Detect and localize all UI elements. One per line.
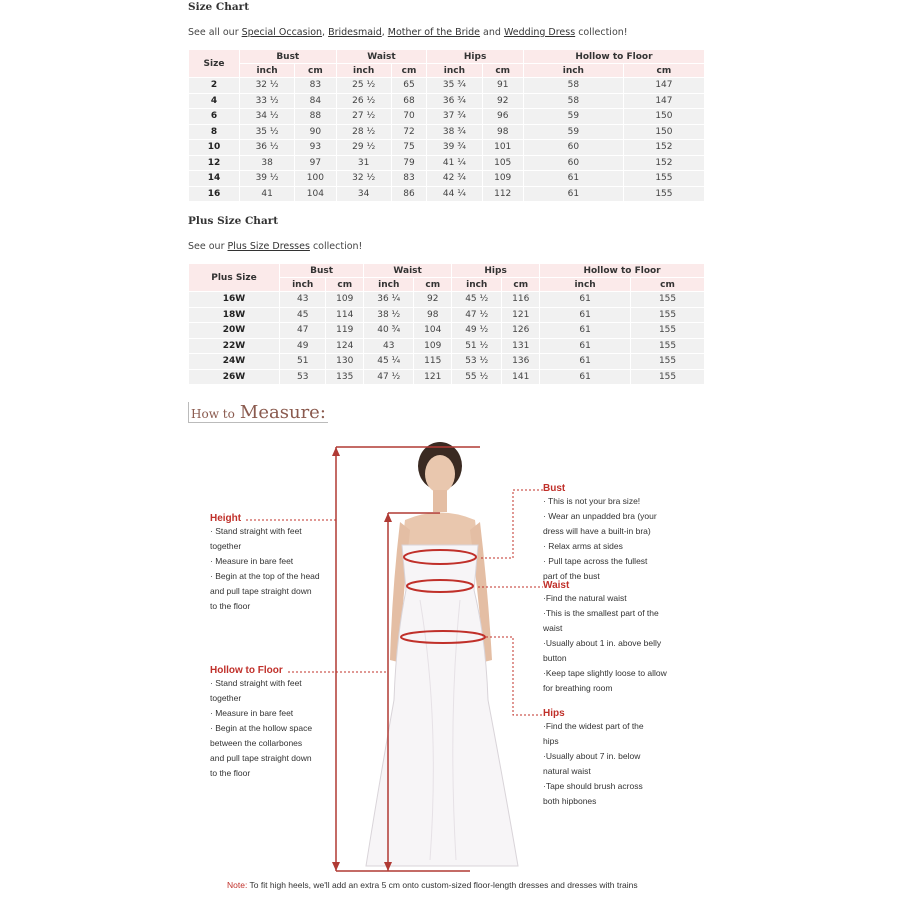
size-chart-title: Size Chart <box>188 1 250 13</box>
hips-instruction-item: ·Find the widest part of the <box>543 721 644 731</box>
value-cell: 121 <box>414 370 451 385</box>
value-cell: 41 ¼ <box>427 156 481 171</box>
height-instruction-item: to the floor <box>210 601 251 611</box>
value-cell: 61 <box>540 354 630 369</box>
value-cell: 27 ½ <box>337 109 391 124</box>
value-cell: 68 <box>392 94 427 109</box>
value-cell: 47 <box>280 323 325 338</box>
value-cell: 44 ¼ <box>427 187 481 202</box>
value-cell: 25 ½ <box>337 78 391 93</box>
hips-instruction-item: hips <box>543 736 559 746</box>
value-cell: 34 <box>337 187 391 202</box>
value-cell: 42 ¾ <box>427 171 481 186</box>
value-cell: 126 <box>502 323 539 338</box>
model-figure-illustration <box>366 442 518 866</box>
size-cell: 16 <box>189 187 239 202</box>
value-cell: 109 <box>414 339 451 354</box>
hips-instruction-item: both hipbones <box>543 796 597 806</box>
value-cell: 131 <box>502 339 539 354</box>
value-cell: 141 <box>502 370 539 385</box>
value-cell: 60 <box>524 156 623 171</box>
header-cm: cm <box>295 64 335 77</box>
value-cell: 51 ½ <box>452 339 501 354</box>
value-cell: 109 <box>483 171 523 186</box>
header-cm: cm <box>624 64 704 77</box>
link-special-occasion[interactable]: Special Occasion <box>241 27 323 38</box>
value-cell: 58 <box>524 94 623 109</box>
value-cell: 86 <box>392 187 427 202</box>
value-cell: 109 <box>326 292 363 307</box>
plus-chart-title: Plus Size Chart <box>188 215 279 227</box>
bust-instruction-item: · This is not your bra size! <box>543 496 641 506</box>
header-inch: inch <box>452 278 501 291</box>
value-cell: 136 <box>502 354 539 369</box>
value-cell: 45 <box>280 308 325 323</box>
value-cell: 28 ½ <box>337 125 391 140</box>
value-cell: 150 <box>624 109 704 124</box>
value-cell: 38 <box>240 156 294 171</box>
value-cell: 40 ¾ <box>364 323 413 338</box>
hollow-instruction-item: · Measure in bare feet <box>210 708 294 718</box>
value-cell: 101 <box>483 140 523 155</box>
value-cell: 88 <box>295 109 335 124</box>
header-hollow-to-floor: Hollow to Floor <box>524 50 704 63</box>
header-bust: Bust <box>280 264 363 277</box>
note-text: Note: To fit high heels, we'll add an extra 5 cm onto custom-sized floor-length dresses and dresses with trains <box>227 880 638 890</box>
value-cell: 130 <box>326 354 363 369</box>
link-wedding-dress[interactable]: Wedding Dress <box>503 27 576 38</box>
value-cell: 116 <box>502 292 539 307</box>
header-plus-size: Plus Size <box>189 264 279 291</box>
link-bridesmaid[interactable]: Bridesmaid <box>328 27 382 38</box>
header-inch: inch <box>524 64 623 77</box>
value-cell: 32 ½ <box>240 78 294 93</box>
value-cell: 96 <box>483 109 523 124</box>
header-cm: cm <box>502 278 539 291</box>
size-cell: 8 <box>189 125 239 140</box>
value-cell: 98 <box>414 308 451 323</box>
hollow-instruction-item: · Begin at the hollow space <box>210 723 313 733</box>
value-cell: 147 <box>624 78 704 93</box>
value-cell: 90 <box>295 125 335 140</box>
value-cell: 38 ¾ <box>427 125 481 140</box>
value-cell: 29 ½ <box>337 140 391 155</box>
value-cell: 59 <box>524 125 623 140</box>
waist-instruction-item: ·Find the natural waist <box>543 593 627 603</box>
value-cell: 152 <box>624 140 704 155</box>
value-cell: 155 <box>631 370 704 385</box>
size-cell: 2 <box>189 78 239 93</box>
hips-instructions <box>543 708 693 809</box>
hollow-to-floor-label: Hollow to Floor <box>210 665 283 676</box>
link-mother-of-the-bride[interactable]: Mother of the Bride <box>387 27 481 38</box>
header-waist: Waist <box>364 264 451 277</box>
size-cell: 18W <box>189 308 279 323</box>
height-instructions <box>210 513 335 614</box>
value-cell: 121 <box>502 308 539 323</box>
value-cell: 49 <box>280 339 325 354</box>
value-cell: 49 ½ <box>452 323 501 338</box>
value-cell: 35 ¾ <box>427 78 481 93</box>
value-cell: 147 <box>624 94 704 109</box>
value-cell: 60 <box>524 140 623 155</box>
header-hollow-to-floor: Hollow to Floor <box>540 264 704 277</box>
value-cell: 155 <box>631 354 704 369</box>
bust-instructions <box>543 483 693 584</box>
value-cell: 83 <box>295 78 335 93</box>
size-cell: 10 <box>189 140 239 155</box>
waist-instruction-item: button <box>543 653 567 663</box>
plus-chart-intro: See our Plus Size Dresses collection! <box>188 241 363 252</box>
value-cell: 93 <box>295 140 335 155</box>
hollow-instruction-item: to the floor <box>210 768 251 778</box>
value-cell: 112 <box>483 187 523 202</box>
value-cell: 41 <box>240 187 294 202</box>
bust-instruction-item: · Pull tape across the fullest <box>543 556 648 566</box>
value-cell: 61 <box>524 187 623 202</box>
bust-label: Bust <box>543 483 566 494</box>
size-cell: 6 <box>189 109 239 124</box>
value-cell: 115 <box>414 354 451 369</box>
header-hips: Hips <box>427 50 523 63</box>
header-cm: cm <box>483 64 523 77</box>
header-inch: inch <box>427 64 481 77</box>
header-bust: Bust <box>240 50 336 63</box>
value-cell: 84 <box>295 94 335 109</box>
link-plus-size-dresses[interactable]: Plus Size Dresses <box>227 241 310 252</box>
value-cell: 150 <box>624 125 704 140</box>
hips-instruction-item: ·Usually about 7 in. below <box>543 751 641 761</box>
value-cell: 104 <box>414 323 451 338</box>
header-inch: inch <box>280 278 325 291</box>
size-cell: 14 <box>189 171 239 186</box>
hollow-to-floor-instructions <box>210 665 335 781</box>
bust-instruction-item: part of the bust <box>543 571 600 581</box>
header-size: Size <box>189 50 239 77</box>
header-cm: cm <box>326 278 363 291</box>
size-cell: 22W <box>189 339 279 354</box>
value-cell: 43 <box>364 339 413 354</box>
hips-label: Hips <box>543 708 565 719</box>
bust-instruction-item: · Relax arms at sides <box>543 541 623 551</box>
bust-instruction-item: · Wear an unpadded bra (your <box>543 511 657 521</box>
header-cm: cm <box>631 278 704 291</box>
value-cell: 155 <box>631 308 704 323</box>
header-cm: cm <box>392 64 427 77</box>
value-cell: 83 <box>392 171 427 186</box>
size-cell: 16W <box>189 292 279 307</box>
value-cell: 155 <box>631 339 704 354</box>
value-cell: 92 <box>414 292 451 307</box>
value-cell: 105 <box>483 156 523 171</box>
hollow-instruction-item: between the collarbones <box>210 738 303 748</box>
value-cell: 31 <box>337 156 391 171</box>
header-inch: inch <box>364 278 413 291</box>
value-cell: 119 <box>326 323 363 338</box>
value-cell: 47 ½ <box>364 370 413 385</box>
value-cell: 92 <box>483 94 523 109</box>
waist-instruction-item: ·This is the smallest part of the <box>543 608 659 618</box>
value-cell: 61 <box>540 292 630 307</box>
hips-instruction-item: ·Tape should brush across <box>543 781 643 791</box>
value-cell: 34 ½ <box>240 109 294 124</box>
header-inch: inch <box>540 278 630 291</box>
header-inch: inch <box>337 64 391 77</box>
bust-instruction-item: dress will have a built-in bra) <box>543 526 651 536</box>
size-cell: 24W <box>189 354 279 369</box>
value-cell: 58 <box>524 78 623 93</box>
header-cm: cm <box>414 278 451 291</box>
value-cell: 35 ½ <box>240 125 294 140</box>
value-cell: 61 <box>540 308 630 323</box>
value-cell: 135 <box>326 370 363 385</box>
value-cell: 53 <box>280 370 325 385</box>
hollow-instruction-item: · Stand straight with feet <box>210 678 302 688</box>
header-inch: inch <box>240 64 294 77</box>
size-cell: 20W <box>189 323 279 338</box>
waist-instruction-item: waist <box>543 623 563 633</box>
value-cell: 39 ½ <box>240 171 294 186</box>
value-cell: 155 <box>624 171 704 186</box>
hollow-instruction-item: together <box>210 693 242 703</box>
value-cell: 32 ½ <box>337 171 391 186</box>
value-cell: 155 <box>631 323 704 338</box>
value-cell: 124 <box>326 339 363 354</box>
size-chart-intro: See all our Special Occasion, Bridesmaid, Mother of the Bride and Wedding Dress collection! <box>188 27 628 38</box>
value-cell: 39 ¾ <box>427 140 481 155</box>
size-cell: 12 <box>189 156 239 171</box>
value-cell: 114 <box>326 308 363 323</box>
value-cell: 104 <box>295 187 335 202</box>
header-hips: Hips <box>452 264 539 277</box>
size-cell: 4 <box>189 94 239 109</box>
waist-instruction-item: for breathing room <box>543 683 613 693</box>
value-cell: 79 <box>392 156 427 171</box>
value-cell: 98 <box>483 125 523 140</box>
value-cell: 155 <box>624 187 704 202</box>
note-label: Note: <box>227 880 248 890</box>
value-cell: 55 ½ <box>452 370 501 385</box>
value-cell: 33 ½ <box>240 94 294 109</box>
value-cell: 61 <box>540 339 630 354</box>
height-instruction-item: · Measure in bare feet <box>210 556 294 566</box>
hollow-instruction-item: and pull tape straight down <box>210 753 312 763</box>
waist-label: Waist <box>543 580 570 591</box>
value-cell: 45 ¼ <box>364 354 413 369</box>
value-cell: 97 <box>295 156 335 171</box>
value-cell: 155 <box>631 292 704 307</box>
value-cell: 152 <box>624 156 704 171</box>
height-instruction-item: · Stand straight with feet <box>210 526 302 536</box>
value-cell: 26 ½ <box>337 94 391 109</box>
value-cell: 61 <box>524 171 623 186</box>
value-cell: 47 ½ <box>452 308 501 323</box>
waist-instruction-item: ·Usually about 1 in. above belly <box>543 638 662 648</box>
value-cell: 70 <box>392 109 427 124</box>
value-cell: 61 <box>540 323 630 338</box>
value-cell: 91 <box>483 78 523 93</box>
height-instruction-item: and pull tape straight down <box>210 586 312 596</box>
value-cell: 100 <box>295 171 335 186</box>
value-cell: 36 ½ <box>240 140 294 155</box>
value-cell: 53 ½ <box>452 354 501 369</box>
value-cell: 38 ½ <box>364 308 413 323</box>
value-cell: 36 ¾ <box>427 94 481 109</box>
value-cell: 45 ½ <box>452 292 501 307</box>
how-to-measure-title: How to Measure: <box>188 402 328 423</box>
value-cell: 59 <box>524 109 623 124</box>
value-cell: 36 ¼ <box>364 292 413 307</box>
waist-instructions <box>543 580 693 696</box>
header-waist: Waist <box>337 50 427 63</box>
value-cell: 72 <box>392 125 427 140</box>
value-cell: 65 <box>392 78 427 93</box>
size-cell: 26W <box>189 370 279 385</box>
value-cell: 75 <box>392 140 427 155</box>
value-cell: 43 <box>280 292 325 307</box>
height-label: Height <box>210 513 242 524</box>
value-cell: 61 <box>540 370 630 385</box>
value-cell: 37 ¾ <box>427 109 481 124</box>
height-instruction-item: · Begin at the top of the head <box>210 571 320 581</box>
waist-instruction-item: ·Keep tape slightly loose to allow <box>543 668 667 678</box>
height-instruction-item: together <box>210 541 242 551</box>
value-cell: 51 <box>280 354 325 369</box>
hips-instruction-item: natural waist <box>543 766 591 776</box>
